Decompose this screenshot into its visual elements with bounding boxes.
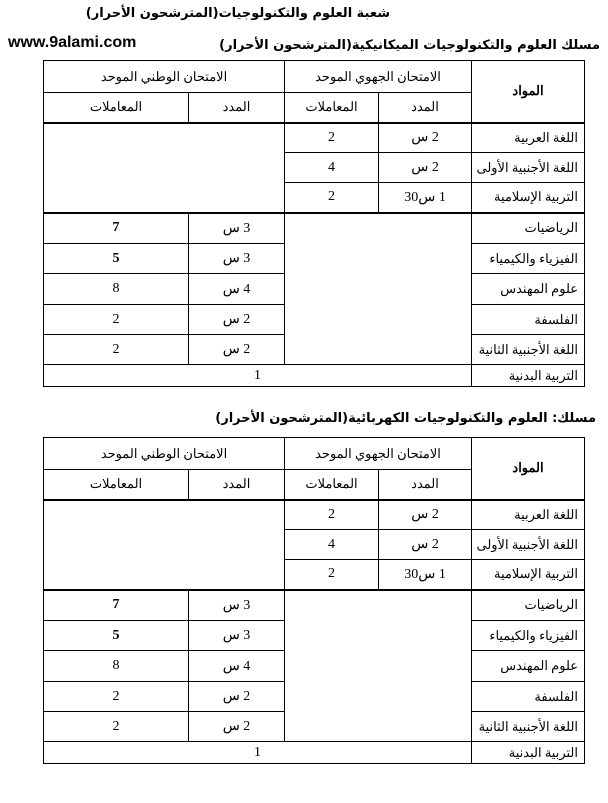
table-row-subject: اللغة الأجنبية الثانية [472, 712, 585, 742]
regional-coef-header: المعاملات [285, 93, 379, 123]
coef-cell: 2 [44, 682, 189, 712]
duration-cell: 3 س [189, 213, 285, 244]
page-title: شعبة العلوم والتكنولوجيات(المترشحون الأحرار) [85, 6, 390, 21]
table-row-subject: الفلسفة [472, 305, 585, 335]
coef-cell: 8 [44, 651, 189, 682]
duration-cell: 2 س [189, 305, 285, 335]
table-row-subject: الفيزياء والكيمياء [472, 244, 585, 274]
coef-cell: 2 [44, 335, 189, 365]
exam-table-electrical [43, 437, 585, 764]
national-exam-header: الامتحان الوطني الموحد [44, 61, 285, 93]
table-row-subject: اللغة الأجنبية الثانية [472, 335, 585, 365]
duration-cell: 2 س [379, 500, 472, 530]
duration-cell: 2 س [189, 335, 285, 365]
national-duration-header: المدد [189, 470, 285, 500]
duration-cell: 3 س [189, 590, 285, 621]
national-coef-header: المعاملات [44, 93, 189, 123]
empty-national-block [44, 123, 285, 213]
table-row-subject: التربية البدنية [472, 742, 585, 764]
duration-cell: 2 س [379, 153, 472, 183]
coef-cell: 5 [44, 244, 189, 274]
coef-cell: 8 [44, 274, 189, 305]
table-row-subject: التربية الإسلامية [472, 183, 585, 213]
empty-regional-block [285, 213, 472, 365]
duration-cell: 2 س [189, 682, 285, 712]
duration-cell: 3 س [189, 621, 285, 651]
table-row-subject: علوم المهندس [472, 274, 585, 305]
subjects-header: المواد [472, 438, 585, 500]
coef-cell: 4 [285, 153, 379, 183]
national-exam-header: الامتحان الوطني الموحد [44, 438, 285, 470]
coef-cell: 2 [44, 712, 189, 742]
pe-coef-cell: 1 [44, 365, 472, 387]
section-title-electrical: مسلك: العلوم والتكنولوجيات الكهربائية(المترشحون الأحرار) [215, 411, 596, 426]
subjects-header: المواد [472, 61, 585, 123]
coef-cell: 2 [285, 560, 379, 590]
table-row-subject: الرياضيات [472, 590, 585, 621]
coef-cell: 7 [44, 213, 189, 244]
regional-duration-header: المدد [379, 470, 472, 500]
coef-cell: 2 [285, 500, 379, 530]
duration-cell: 4 س [189, 651, 285, 682]
table-row-subject: الفلسفة [472, 682, 585, 712]
table-row-subject: اللغة الأجنبية الأولى [472, 530, 585, 560]
regional-exam-header: الامتحان الجهوي الموحد [285, 61, 472, 93]
duration-cell: 1 س30 [379, 560, 472, 590]
table-row-subject: التربية البدنية [472, 365, 585, 387]
duration-cell: 2 س [379, 123, 472, 153]
section-title-mechanical: مسلك العلوم والتكنولوجيات الميكانيكية(المترشحون الأحرار) [219, 38, 600, 53]
duration-cell: 3 س [189, 244, 285, 274]
duration-cell: 2 س [379, 530, 472, 560]
exam-table-mechanical [43, 60, 585, 387]
duration-cell: 1 س30 [379, 183, 472, 213]
table-row-subject: اللغة الأجنبية الأولى [472, 153, 585, 183]
table-row-subject: اللغة العربية [472, 500, 585, 530]
empty-regional-block [285, 590, 472, 742]
coef-cell: 4 [285, 530, 379, 560]
table-row-subject: الرياضيات [472, 213, 585, 244]
regional-coef-header: المعاملات [285, 470, 379, 500]
coef-cell: 2 [44, 305, 189, 335]
site-url[interactable]: www.9alami.com [8, 34, 137, 51]
coef-cell: 5 [44, 621, 189, 651]
table-row-subject: اللغة العربية [472, 123, 585, 153]
table-row-subject: الفيزياء والكيمياء [472, 621, 585, 651]
national-duration-header: المدد [189, 93, 285, 123]
duration-cell: 2 س [189, 712, 285, 742]
pe-coef-cell: 1 [44, 742, 472, 764]
regional-duration-header: المدد [379, 93, 472, 123]
coef-cell: 2 [285, 183, 379, 213]
table-row-subject: التربية الإسلامية [472, 560, 585, 590]
empty-national-block [44, 500, 285, 590]
regional-exam-header: الامتحان الجهوي الموحد [285, 438, 472, 470]
national-coef-header: المعاملات [44, 470, 189, 500]
table-row-subject: علوم المهندس [472, 651, 585, 682]
coef-cell: 2 [285, 123, 379, 153]
coef-cell: 7 [44, 590, 189, 621]
duration-cell: 4 س [189, 274, 285, 305]
